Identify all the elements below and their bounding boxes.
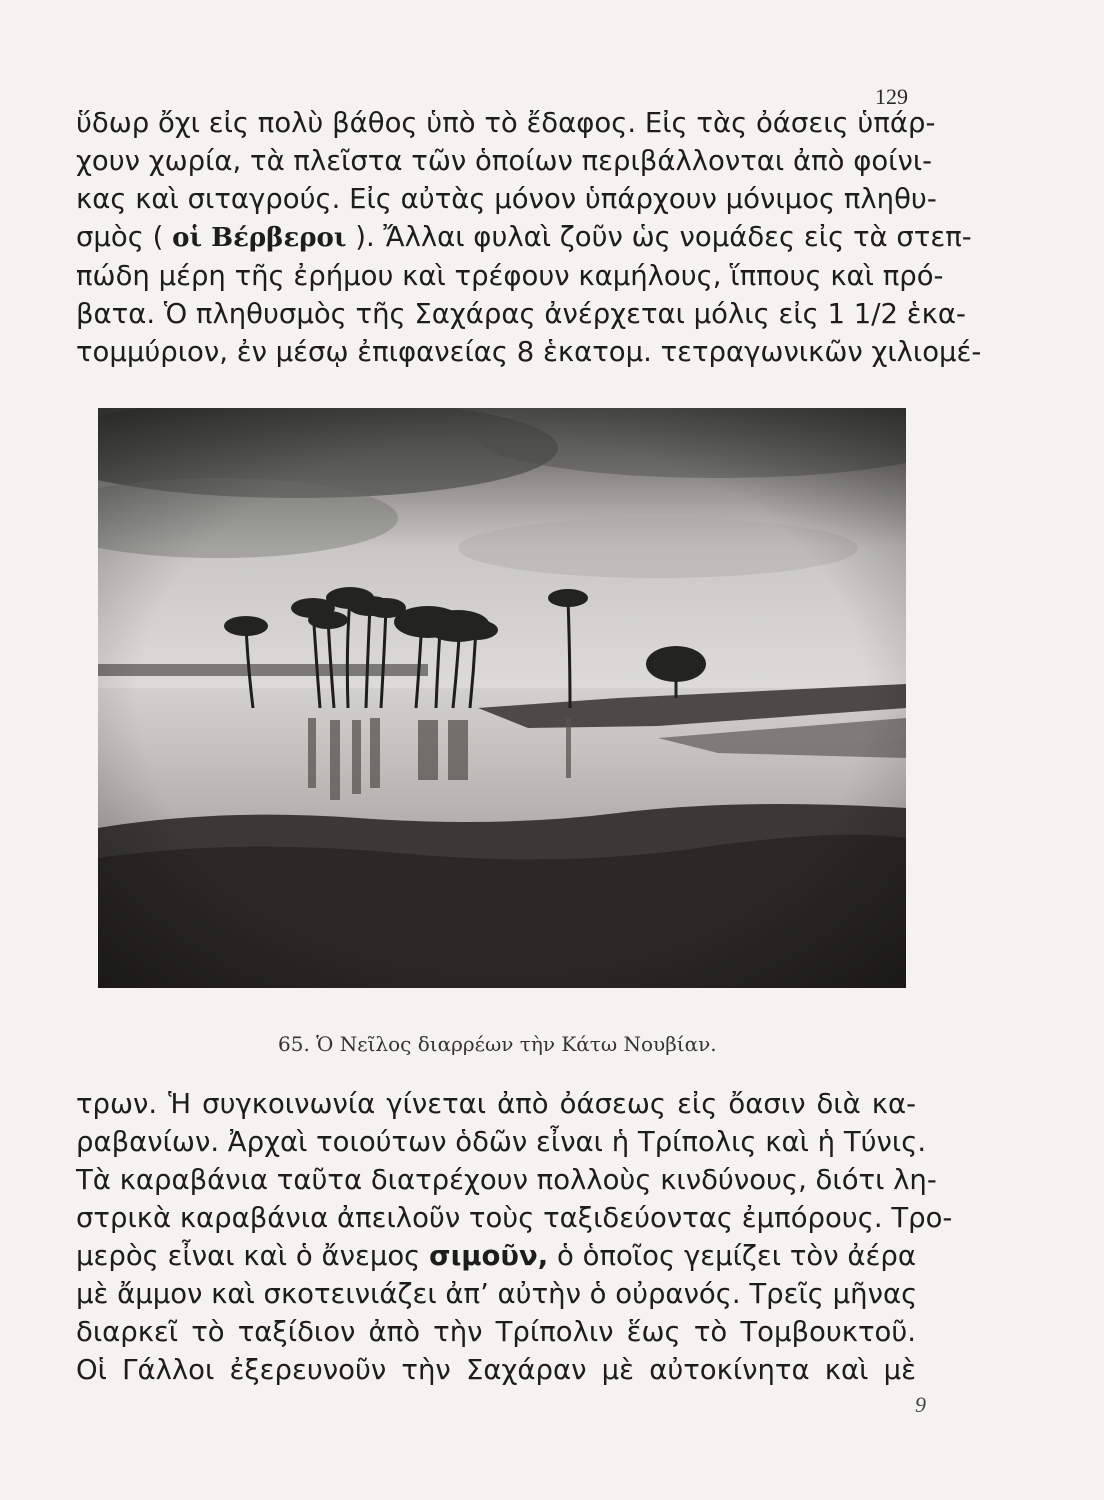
photo-illustration [98, 408, 906, 988]
text-line: διαρκεῖ τὸ ταξίδιον ἀπὸ τὴν Τρίπολιν ἕως τὸ Τομβουκτοῦ. [76, 1316, 916, 1348]
page-number: 129 [875, 84, 908, 109]
text-line: τρων. Ἡ συγκοινωνία γίνεται ἀπὸ ὀάσεως εἰς ὄασιν διὰ κα- [76, 1088, 916, 1120]
nile-photograph [98, 408, 906, 988]
text-line: κας καὶ σιταγρούς. Εἰς αὐτὰς μόνον ὑπάρχουν μόνιμος πληθυ- [76, 183, 937, 215]
text-line: πώδη μέρη τῆς ἐρήμου καὶ τρέφουν καμήλους, ἵππους καὶ πρό- [76, 260, 944, 292]
paragraph-bottom [76, 1085, 953, 1389]
text-line: χουν χωρία, τὰ πλεῖστα τῶν ὁποίων περιβάλλονται ἀπὸ φοίνι- [76, 145, 933, 177]
text-span: μερὸς εἶναι καὶ ὁ ἄνεμος [76, 1240, 421, 1272]
emphasized-term: οἱ Βέρβεροι [172, 223, 347, 253]
text-span: σμὸς ( [76, 221, 164, 253]
figure-caption: 65. Ὁ Νεῖλος διαρρέων τὴν Κάτω Νουβίαν. [278, 1032, 717, 1056]
paragraph-top [76, 104, 982, 371]
text-line: στρικὰ καραβάνια ἀπειλοῦν τοὺς ταξιδεύοντας ἐμπόρους. Τρο- [76, 1202, 953, 1234]
text-line: μὲ ἄμμον καὶ σκοτεινιάζει ἀπ’ αὐτὴν ὁ οὐρανός. Τρεῖς μῆνας [76, 1278, 918, 1310]
text-line: Οἱ Γάλλοι ἐξερευνοῦν τὴν Σαχάραν μὲ αὐτοκίνητα καὶ μὲ [76, 1354, 916, 1386]
text-line: ραβανίων. Ἀρχαὶ τοιούτων ὁδῶν εἶναι ἡ Τρίπολις καὶ ἡ Τύνις. [76, 1126, 927, 1158]
text-line: ὕδωρ ὄχι εἰς πολὺ βάθος ὑπὸ τὸ ἔδαφος. Εἰς τὰς ὀάσεις ὑπάρ- [76, 107, 936, 139]
text-span: ὁ ὁποῖος γεμίζει τὸν ἀέρα [557, 1240, 916, 1272]
text-line [76, 1237, 916, 1275]
text-line [76, 218, 972, 257]
text-line: Τὰ καραβάνια ταῦτα διατρέχουν πολλοὺς κινδύνους, διότι λη- [76, 1164, 937, 1196]
text-line: τομμύριον, ἐν μέσῳ ἐπιφανείας 8 ἑκατομ. τετραγωνικῶν χιλιομέ- [76, 336, 982, 368]
text-span: ). Ἄλλαι φυλαὶ ζοῦν ὡς νομάδες εἰς τὰ στεπ- [355, 221, 972, 253]
emphasized-term: σιμοῦν, [429, 1240, 549, 1272]
signature-mark: 9 [915, 1392, 926, 1417]
text-line: βατα. Ὁ πληθυσμὸς τῆς Σαχάρας ἀνέρχεται μόλις εἰς 1 1/2 ἑκα- [76, 298, 966, 330]
